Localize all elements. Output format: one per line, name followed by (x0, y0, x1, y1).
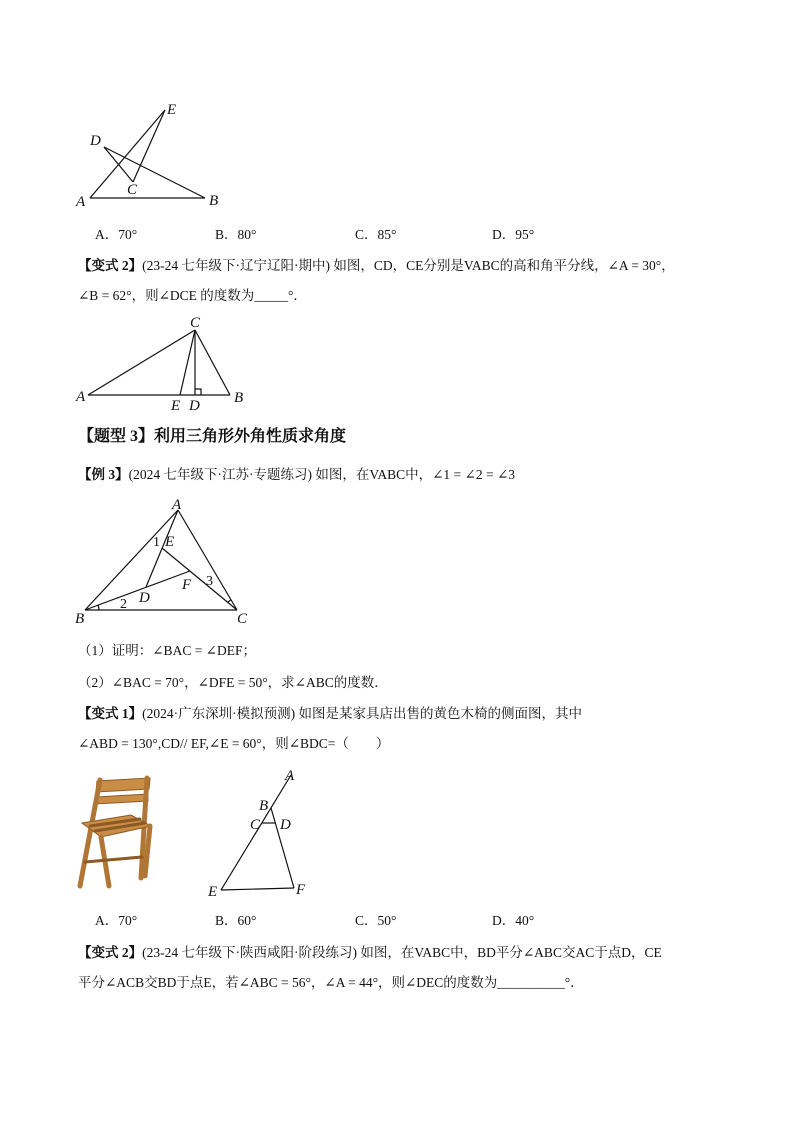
segment-ac (178, 510, 237, 610)
option-d: D．95° (492, 227, 535, 242)
label-a: A (76, 194, 86, 210)
segment-bf (85, 571, 190, 610)
label-d: D (280, 817, 291, 833)
label-e: E (165, 534, 175, 550)
label-d: D (189, 398, 200, 414)
label-a: A (285, 768, 295, 784)
label-f: F (296, 882, 306, 898)
right-angle-mark (195, 389, 201, 395)
angle-2-arc (98, 605, 99, 610)
chair-back-top-rail (96, 778, 150, 792)
example-3-part-2: （2）∠BAC = 70°，∠DFE = 50°，求∠ABC的度数． (78, 675, 388, 690)
variant-tag: 【变式 2】 (78, 945, 143, 960)
question-text: (2024 七年级下·江苏·专题练习) 如图，在VABC中，∠1 = ∠2 = ∠3 (128, 467, 516, 482)
label-d: D (139, 590, 150, 606)
figure-1-geometry (75, 102, 218, 210)
angle-3-arc (228, 600, 231, 602)
segment-ce (180, 330, 195, 395)
label-a: A (172, 497, 182, 513)
option-b: B．80° (215, 227, 257, 242)
option-a: A．70° (95, 913, 138, 928)
question-text: (23-24 七年级下·陕西咸阳·阶段练习) 如图，在VABC中，BD平分∠ABC交AC于点D，CE (142, 945, 662, 960)
label-b: B (75, 611, 85, 627)
chair-back-slat (95, 794, 148, 804)
chair-photo (80, 778, 151, 886)
label-a: A (76, 389, 86, 405)
option-d: D．40° (492, 913, 535, 928)
figure-4-geometry (207, 768, 306, 900)
label-e: E (171, 398, 181, 414)
option-c: C．85° (355, 227, 397, 242)
label-c: C (250, 817, 261, 833)
option-b: B．60° (215, 913, 257, 928)
segment-ef (221, 888, 294, 890)
example-tag: 【例 3】 (78, 467, 129, 482)
variant-2-xianyang-line-1 (78, 944, 662, 962)
label-e: E (167, 102, 177, 118)
label-e: E (208, 884, 218, 900)
label-b: B (234, 390, 244, 406)
label-c: C (237, 611, 248, 627)
variant-1-shenzhen-line-2: ∠ABD = 130°,CD// EF,∠E = 60°，则∠BDC=（ ） (78, 736, 390, 751)
segment-db (104, 147, 205, 198)
figure-3-geometry (75, 497, 248, 627)
label-angle-1: 1 (153, 535, 160, 550)
option-a: A．70° (95, 227, 138, 242)
option-c: C．50° (355, 913, 397, 928)
variant-2-liaoning-line-1 (78, 257, 675, 275)
variant-tag: 【变式 1】 (78, 706, 143, 721)
segment-ec (133, 110, 165, 182)
variant-2-liaoning-line-2: ∠B = 62°，则∠DCE 的度数为_____°． (78, 288, 307, 303)
segment-ac (88, 330, 195, 395)
segment-ab (85, 510, 178, 610)
label-angle-3: 3 (206, 574, 213, 589)
question-text: (2024·广东深圳·模拟预测) 如图是某家具店出售的黄色木椅的侧面图，其中 (142, 706, 582, 721)
label-f: F (182, 577, 192, 593)
label-c: C (190, 315, 201, 331)
label-b: B (259, 798, 269, 814)
variant-tag: 【变式 2】 (78, 258, 143, 273)
example-3-part-1: （1）证明：∠BAC = ∠DEF； (78, 643, 256, 658)
segment-cb (195, 330, 230, 395)
label-b: B (209, 193, 219, 209)
section-heading: 【题型 3】利用三角形外角性质求角度 (78, 428, 347, 445)
question-text: (23-24 七年级下·辽宁辽阳·期中) 如图，CD，CE分别是VABC的高和角平分线，∠A = 30°， (142, 258, 675, 273)
variant-1-shenzhen-line-1 (78, 705, 582, 723)
example-3-stem (78, 466, 515, 484)
segment-ce (162, 548, 237, 610)
figure-2-geometry (75, 315, 243, 414)
label-d: D (90, 133, 101, 149)
chair-cross-bar (85, 857, 142, 862)
label-angle-2: 2 (120, 597, 127, 612)
variant-2-xianyang-line-2: 平分∠ACB交BD于点E，若∠ABC = 56°，∠A = 44°，则∠DEC的度数为__________°． (78, 975, 584, 990)
label-c: C (127, 182, 138, 198)
